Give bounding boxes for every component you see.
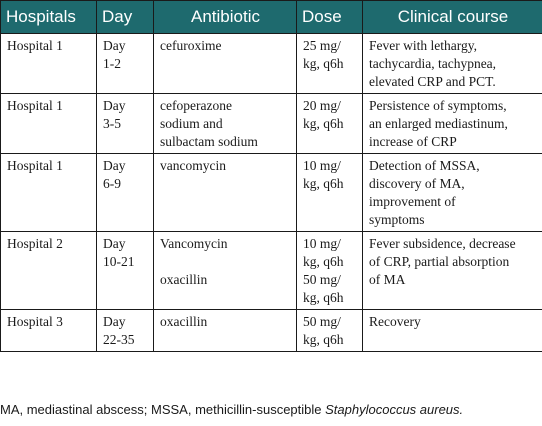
cell-hospital: Hospital 3 [1,310,97,352]
cell-hospital: Hospital 1 [1,94,97,154]
cell-antibiotic: Vancomycin oxacillin [154,232,297,310]
table-footnote [0,402,463,417]
header-antibiotic: Antibiotic [154,1,297,34]
cell-dose: 10 mg/ kg, q6h [297,154,363,232]
header-day: Day [97,1,154,34]
cell-hospital: Hospital 1 [1,34,97,94]
cell-antibiotic: cefoperazone sodium and sulbactam sodium [154,94,297,154]
cell-day: Day 22-35 [97,310,154,352]
cell-antibiotic: oxacillin [154,310,297,352]
cell-hospital: Hospital 1 [1,154,97,232]
header-dose: Dose [297,1,363,34]
cell-hospital: Hospital 2 [1,232,97,310]
cell-dose: 10 mg/ kg, q6h 50 mg/ kg, q6h [297,232,363,310]
cell-day: Day 3-5 [97,94,154,154]
cell-clinical-course: Recovery [363,310,542,352]
table-row [1,34,542,94]
cell-antibiotic: cefuroxime [154,34,297,94]
table-header-row [1,1,542,34]
cell-day: Day 1-2 [97,34,154,94]
cell-dose: 25 mg/ kg, q6h [297,34,363,94]
cell-dose: 20 mg/ kg, q6h [297,94,363,154]
footnote-species: Staphylococcus aureus. [325,402,464,417]
cell-clinical-course: Fever with lethargy, tachycardia, tachypnea, elevated CRP and PCT. [363,34,542,94]
cell-day: Day 10-21 [97,232,154,310]
cell-antibiotic: vancomycin [154,154,297,232]
table-row [1,310,542,352]
table-row [1,154,542,232]
header-clinical-course: Clinical course [363,1,542,34]
cell-dose: 50 mg/ kg, q6h [297,310,363,352]
table-row [1,94,542,154]
header-hospitals: Hospitals [1,1,97,34]
cell-day: Day 6-9 [97,154,154,232]
cell-clinical-course: Persistence of symptoms, an enlarged mediastinum, increase of CRP [363,94,542,154]
footnote-text: MA, mediastinal abscess; MSSA, methicillin-susceptible [0,402,326,417]
table-row [1,232,542,310]
cell-clinical-course: Fever subsidence, decrease of CRP, partial absorption of MA [363,232,542,310]
cell-clinical-course: Detection of MSSA, discovery of MA, improvement of symptoms [363,154,542,232]
